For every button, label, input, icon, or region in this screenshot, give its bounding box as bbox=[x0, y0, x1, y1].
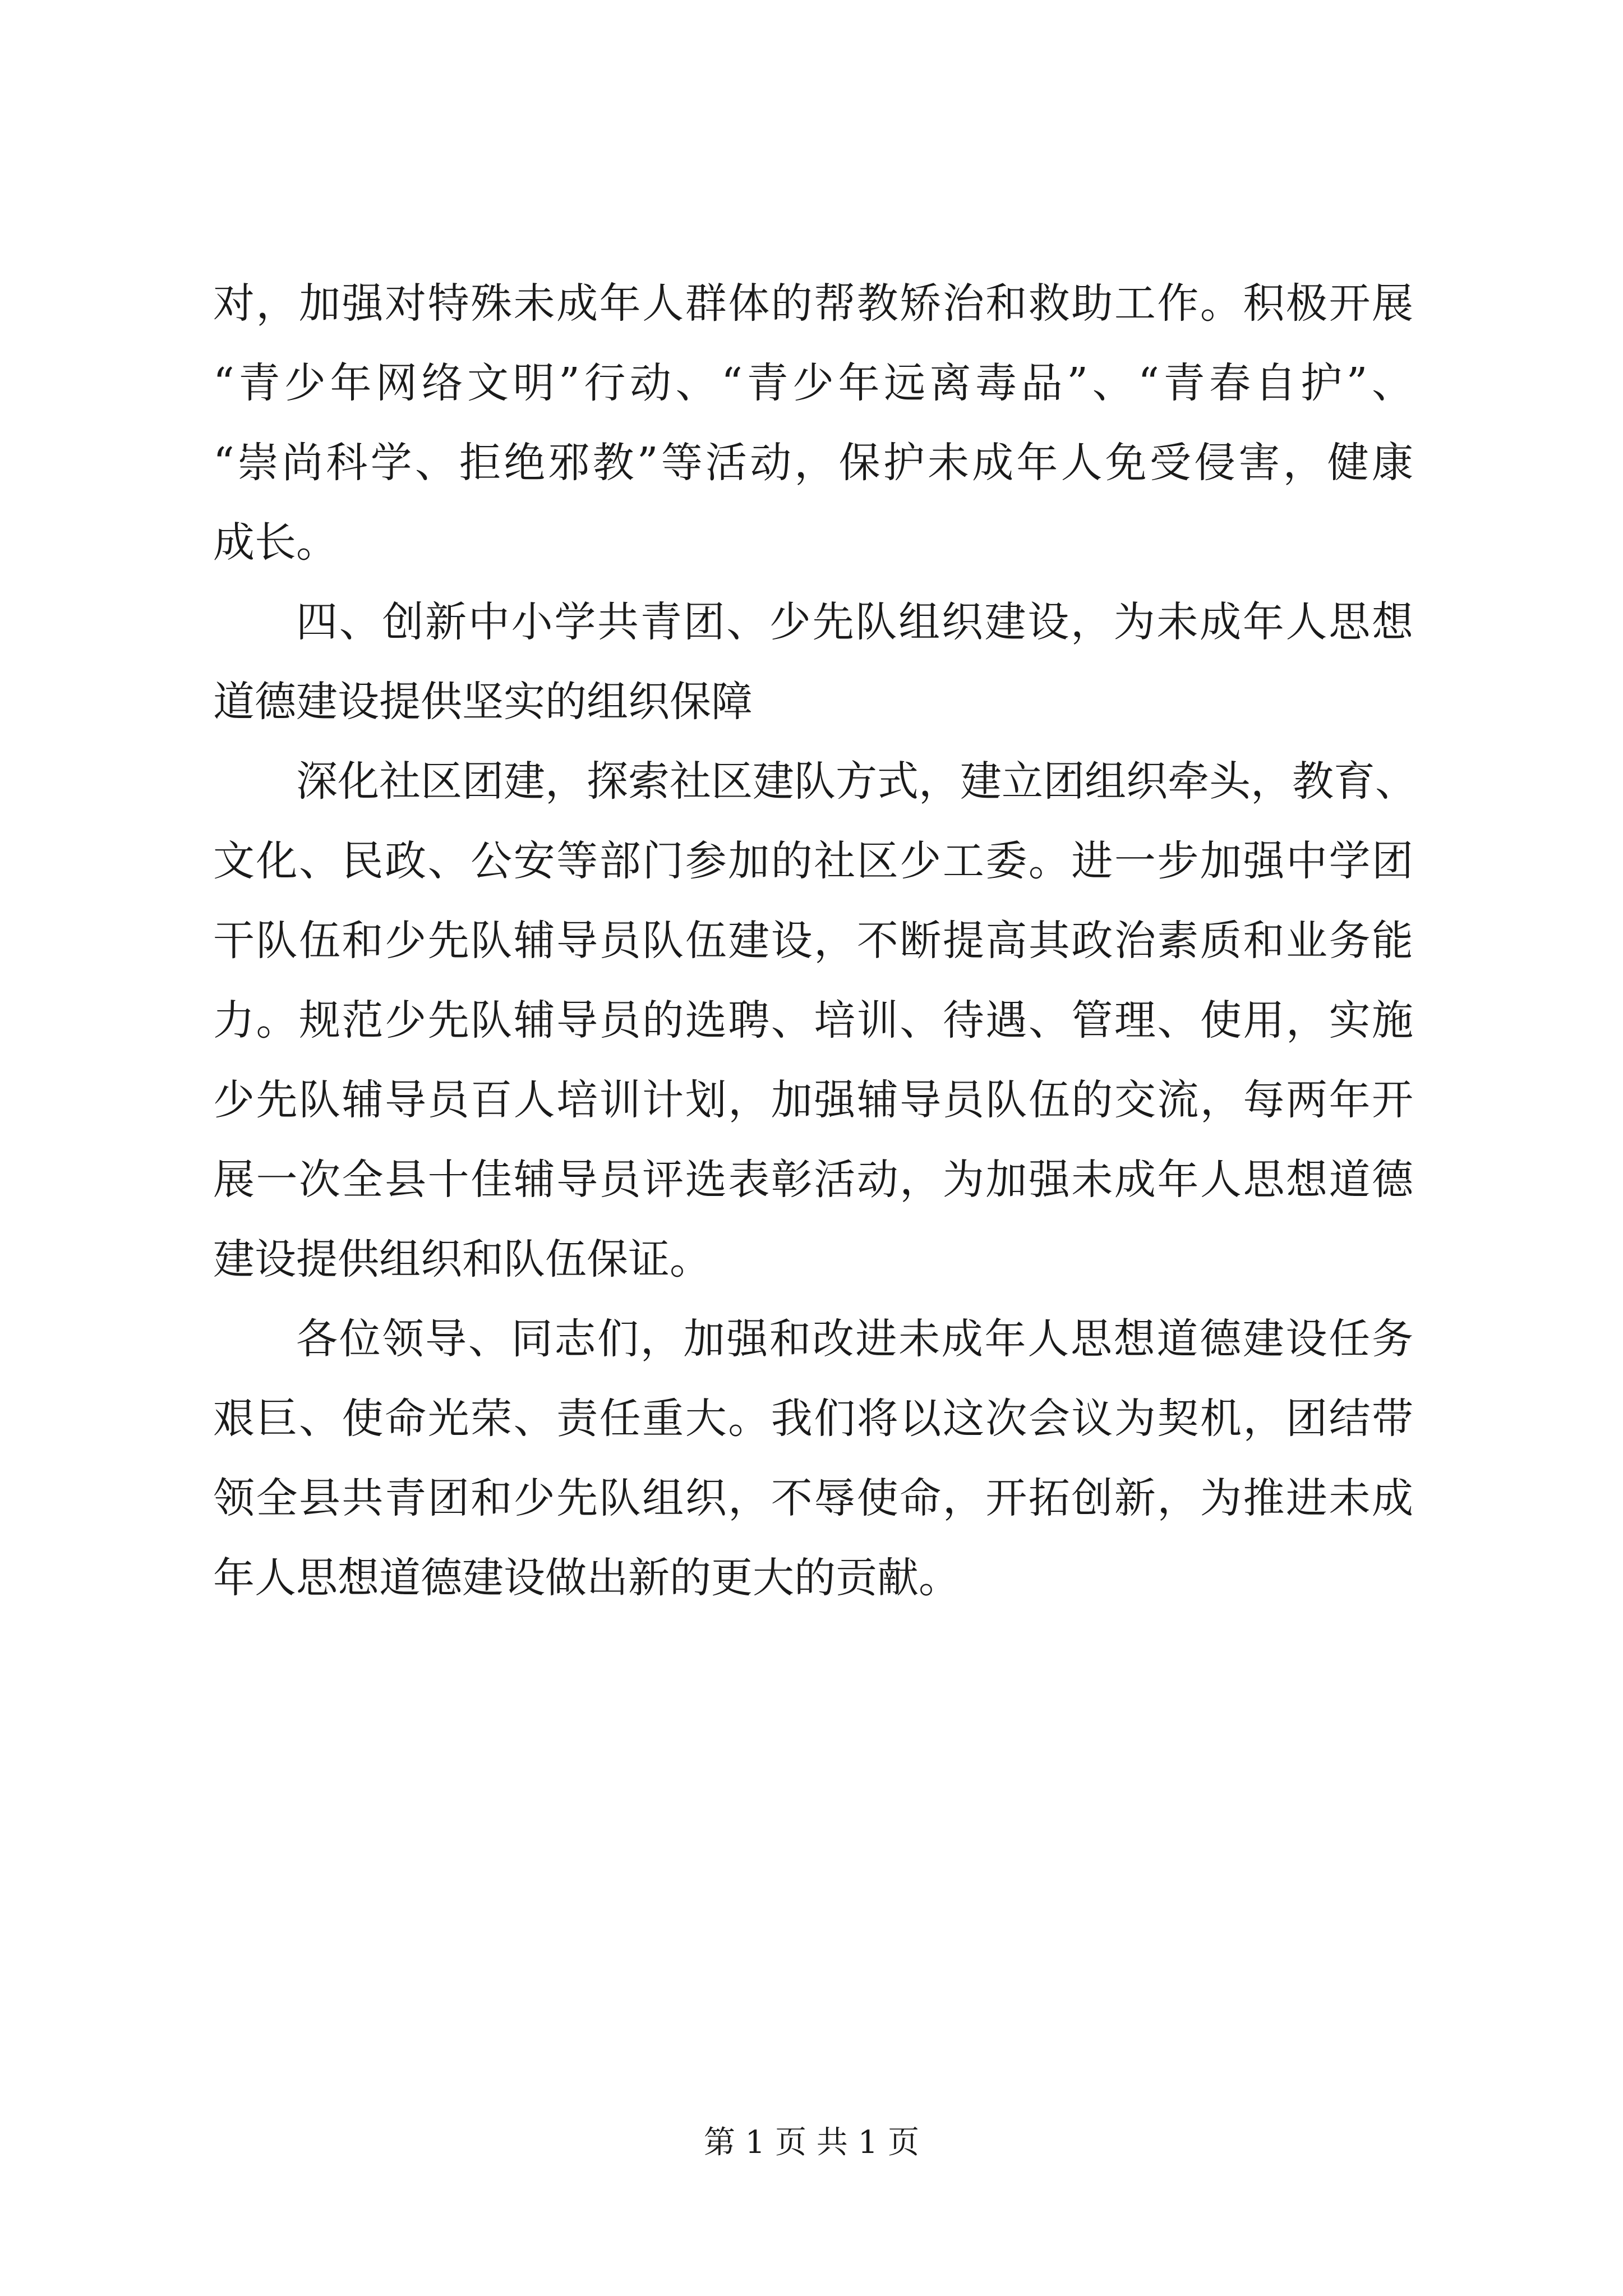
text-line: 文化、民政、公安等部门参加的社区少工委。进一步加强中学团 bbox=[213, 837, 1413, 885]
document-body bbox=[213, 264, 1417, 1618]
text-line: 建设提供组织和队伍保证。 bbox=[213, 1235, 711, 1283]
text-line: “青少年网络文明”行动、“青少年远离毒品”、“青春自护”、 bbox=[213, 359, 1413, 407]
text-line: 深化社区团建，探索社区建队方式，建立团组织牵头，教育、 bbox=[296, 757, 1417, 806]
text-line: 各位领导、同志们，加强和改进未成年人思想道德建设任务 bbox=[296, 1315, 1413, 1363]
section-heading bbox=[213, 582, 1413, 742]
text-line: 年人思想道德建设做出新的更大的贡献。 bbox=[213, 1554, 960, 1602]
paragraph bbox=[213, 264, 1413, 582]
paragraph bbox=[213, 742, 1417, 1299]
text-line: 道德建设提供坚实的组织保障 bbox=[213, 678, 753, 726]
text-line: 展一次全县十佳辅导员评选表彰活动，为加强未成年人思想道德 bbox=[213, 1156, 1413, 1204]
text-line: 艰巨、使命光荣、责任重大。我们将以这次会议为契机，团结带 bbox=[213, 1395, 1413, 1443]
paragraph bbox=[213, 1299, 1413, 1618]
text-line: 成长。 bbox=[213, 518, 338, 567]
text-line: 干队伍和少先队辅导员队伍建设，不断提高其政治素质和业务能 bbox=[213, 917, 1413, 965]
text-line: “崇尚科学、拒绝邪教”等活动，保护未成年人免受侵害，健康 bbox=[213, 439, 1413, 487]
text-line: 力。规范少先队辅导员的选聘、培训、待遇、管理、使用，实施 bbox=[213, 996, 1413, 1045]
text-line: 四、创新中小学共青团、少先队组织建设，为未成年人思想 bbox=[296, 598, 1413, 646]
page-number-footer: 第 1 页 共 1 页 bbox=[703, 2124, 920, 2161]
text-line: 少先队辅导员百人培训计划，加强辅导员队伍的交流，每两年开 bbox=[213, 1076, 1413, 1124]
text-line: 对，加强对特殊未成年人群体的帮教矫治和救助工作。积极开展 bbox=[213, 279, 1413, 328]
text-line: 领全县共青团和少先队组织，不辱使命，开拓创新，为推进未成 bbox=[213, 1474, 1413, 1522]
